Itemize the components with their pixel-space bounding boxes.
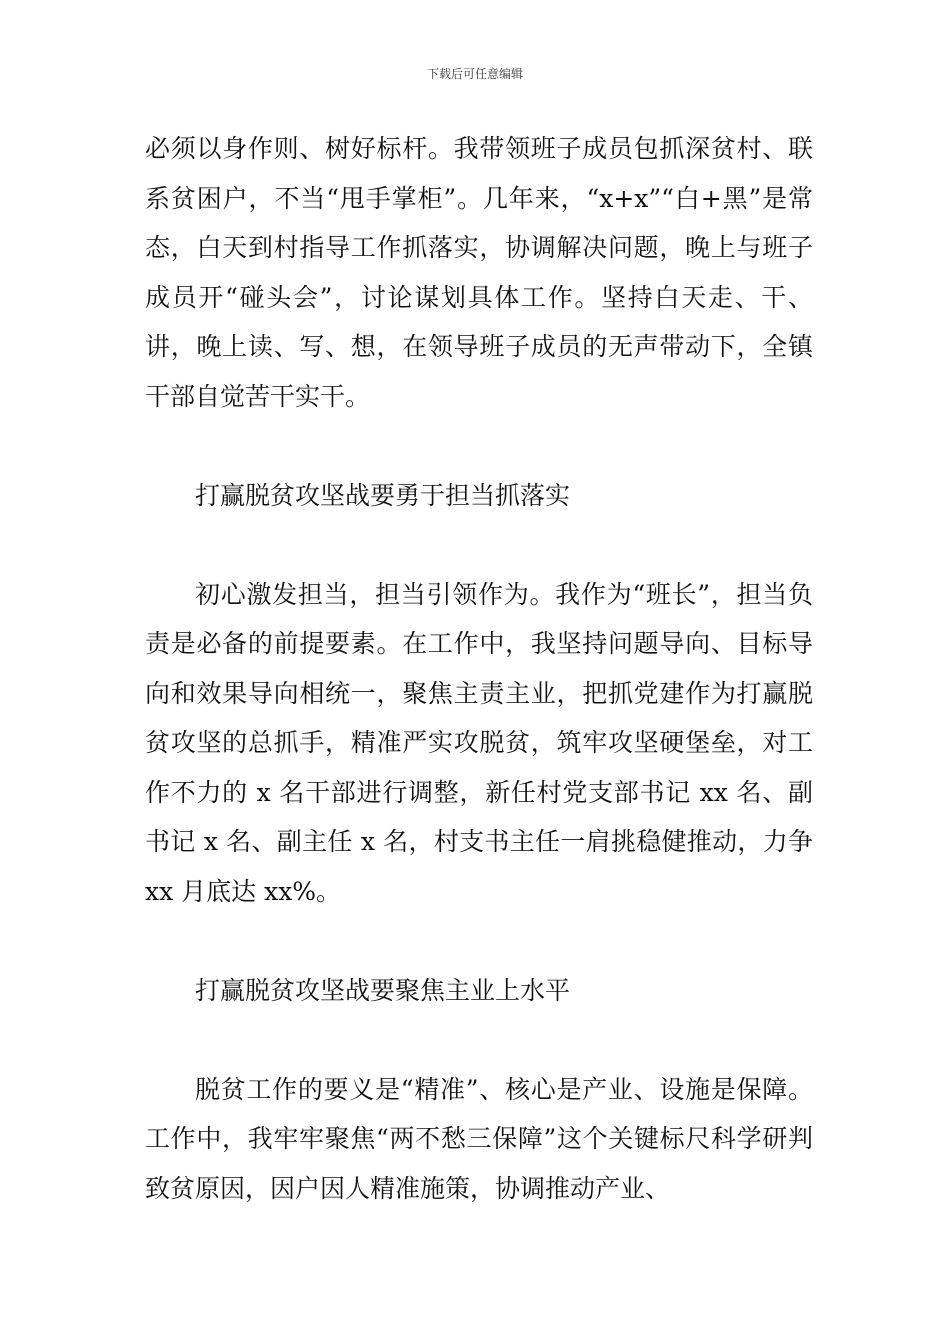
- paragraph-gap: [145, 916, 813, 966]
- paragraph-gap: [145, 421, 813, 471]
- paragraph-1: 必须以身作则、树好标杆。我带领班子成员包抓深贫村、联系贫困户，不当“甩手掌柜”。几年来，“x+x”“白+黑”是常态，白天到村指导工作抓落实，协调解决问题，晚上与班子成员开“碰头会”，讨论谋划具体工作。坚持白天走、干、讲，晚上读、写、想，在领导班子成员的无声带动下，全镇干部自觉苦干实干。: [145, 134, 813, 411]
- paragraph-3: 脱贫工作的要义是“精准”、核心是产业、设施是保障。工作中，我牢牢聚焦“两不愁三保障”这个关键标尺科学研判致贫原因，因户因人精准施策，协调推动产业、: [145, 1074, 813, 1203]
- paragraph-2: 初心激发担当，担当引领作为。我作为“班长”，担当负责是必备的前提要素。在工作中，我坚持问题导向、目标导向和效果导向相统一，聚焦主责主业，把抓党建作为打赢脱贫攻坚的总抓手，精准严实攻脱贫，筑牢攻坚硬堡垒，对工作不力的 x 名干部进行调整，新任村党支部书记 xx 名、副书记 x 名、副主任 x 名，村支书主任一肩挑稳健推动，力争 xx 月底达 xx%。: [145, 579, 813, 906]
- document-body: [145, 124, 813, 1213]
- section-heading-2: 打赢脱贫攻坚战要聚焦主业上水平: [195, 975, 571, 1005]
- paragraph-gap: [145, 1015, 813, 1065]
- page-header: 下载后可任意编辑: [426, 67, 523, 81]
- section-heading-1: 打赢脱贫攻坚战要勇于担当抓落实: [195, 480, 571, 510]
- paragraph-gap: [145, 520, 813, 570]
